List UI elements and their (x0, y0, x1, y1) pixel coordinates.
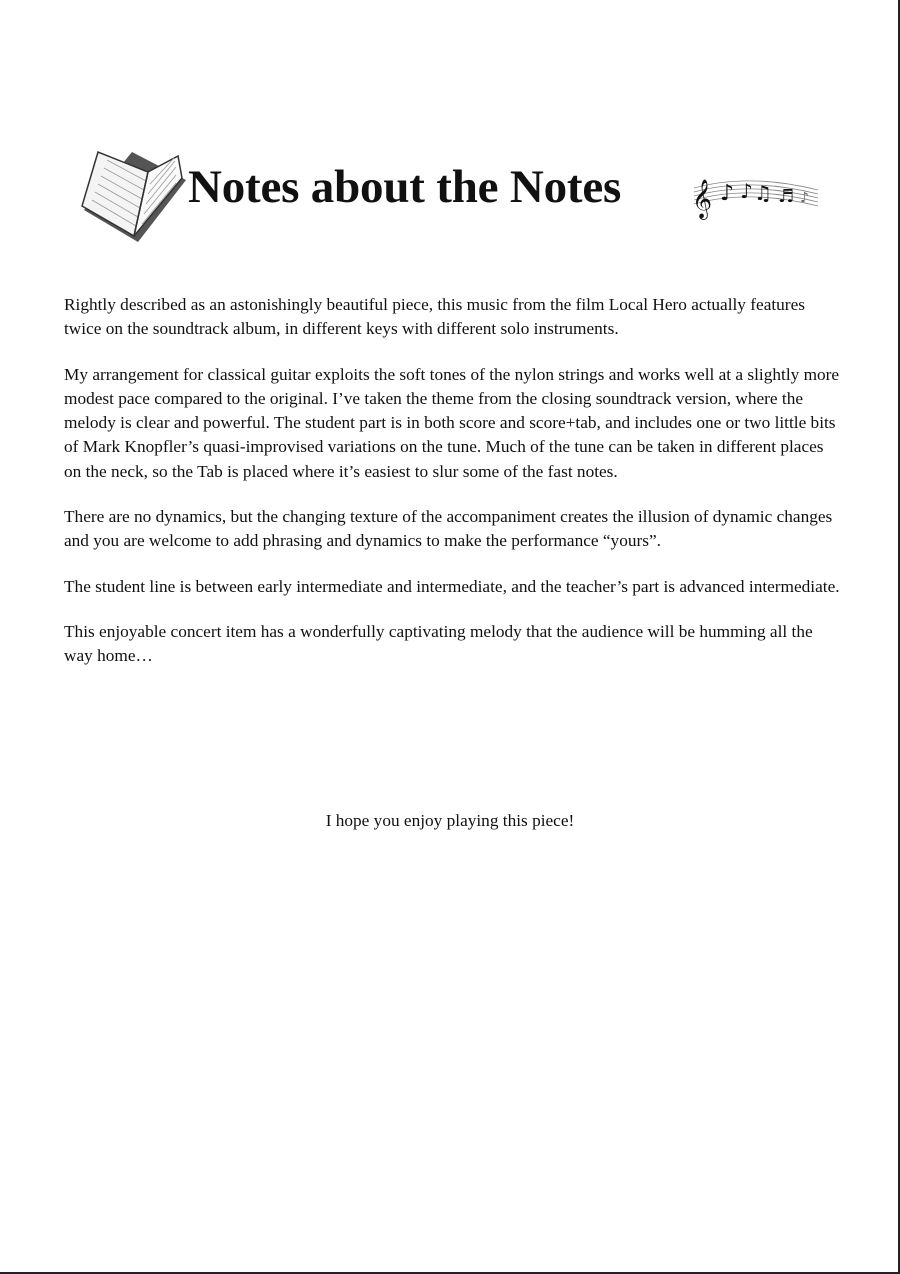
svg-text:♬: ♬ (778, 186, 795, 207)
closing-line: I hope you enjoy playing this piece! (325, 811, 575, 830)
music-notes-icon (690, 164, 822, 224)
header (0, 150, 900, 250)
notes-body (64, 293, 844, 690)
svg-text:♫: ♫ (754, 181, 772, 205)
paragraph-level: The student line is between early intermediate and intermediate, and the teacher’s part is advanced intermediate. (64, 576, 840, 596)
page-title: Notes about the Notes (188, 161, 622, 213)
svg-text:♪: ♪ (800, 190, 809, 206)
svg-text:♪: ♪ (720, 181, 735, 206)
paragraph-intro: Rightly described as an astonishingly beautiful piece, this music from the film Local Hero actually features twice on the soundtrack album, in different keys with different solo instruments. (64, 295, 805, 339)
svg-text:♪: ♪ (740, 179, 753, 203)
svg-text:𝄞: 𝄞 (692, 179, 713, 219)
paragraph-arrangement: My arrangement for classical guitar exploits the soft tones of the nylon strings and works well at a slightly more modest pace compared to the original. I’ve taken the theme from the closing soundtrack version, where the melody is clear and powerful. The student part is in both score and score+tab, and includes one or two little bits of Mark Knopfler’s quasi-improvised variations on the tune. Much of the tune can be taken in different places on the neck, so the Tab is placed where it’s easiest to slur some of the fast notes. (64, 364, 840, 481)
paragraph-concert: This enjoyable concert item has a wonderfully captivating melody that the audience will be humming all the way home… (64, 621, 813, 666)
open-book-icon (78, 150, 190, 244)
paragraph-dynamics: There are no dynamics, but the changing texture of the accompaniment creates the illusion of dynamic changes and you are welcome to add phrasing and dynamics to make the performance “yours”. (64, 507, 833, 551)
